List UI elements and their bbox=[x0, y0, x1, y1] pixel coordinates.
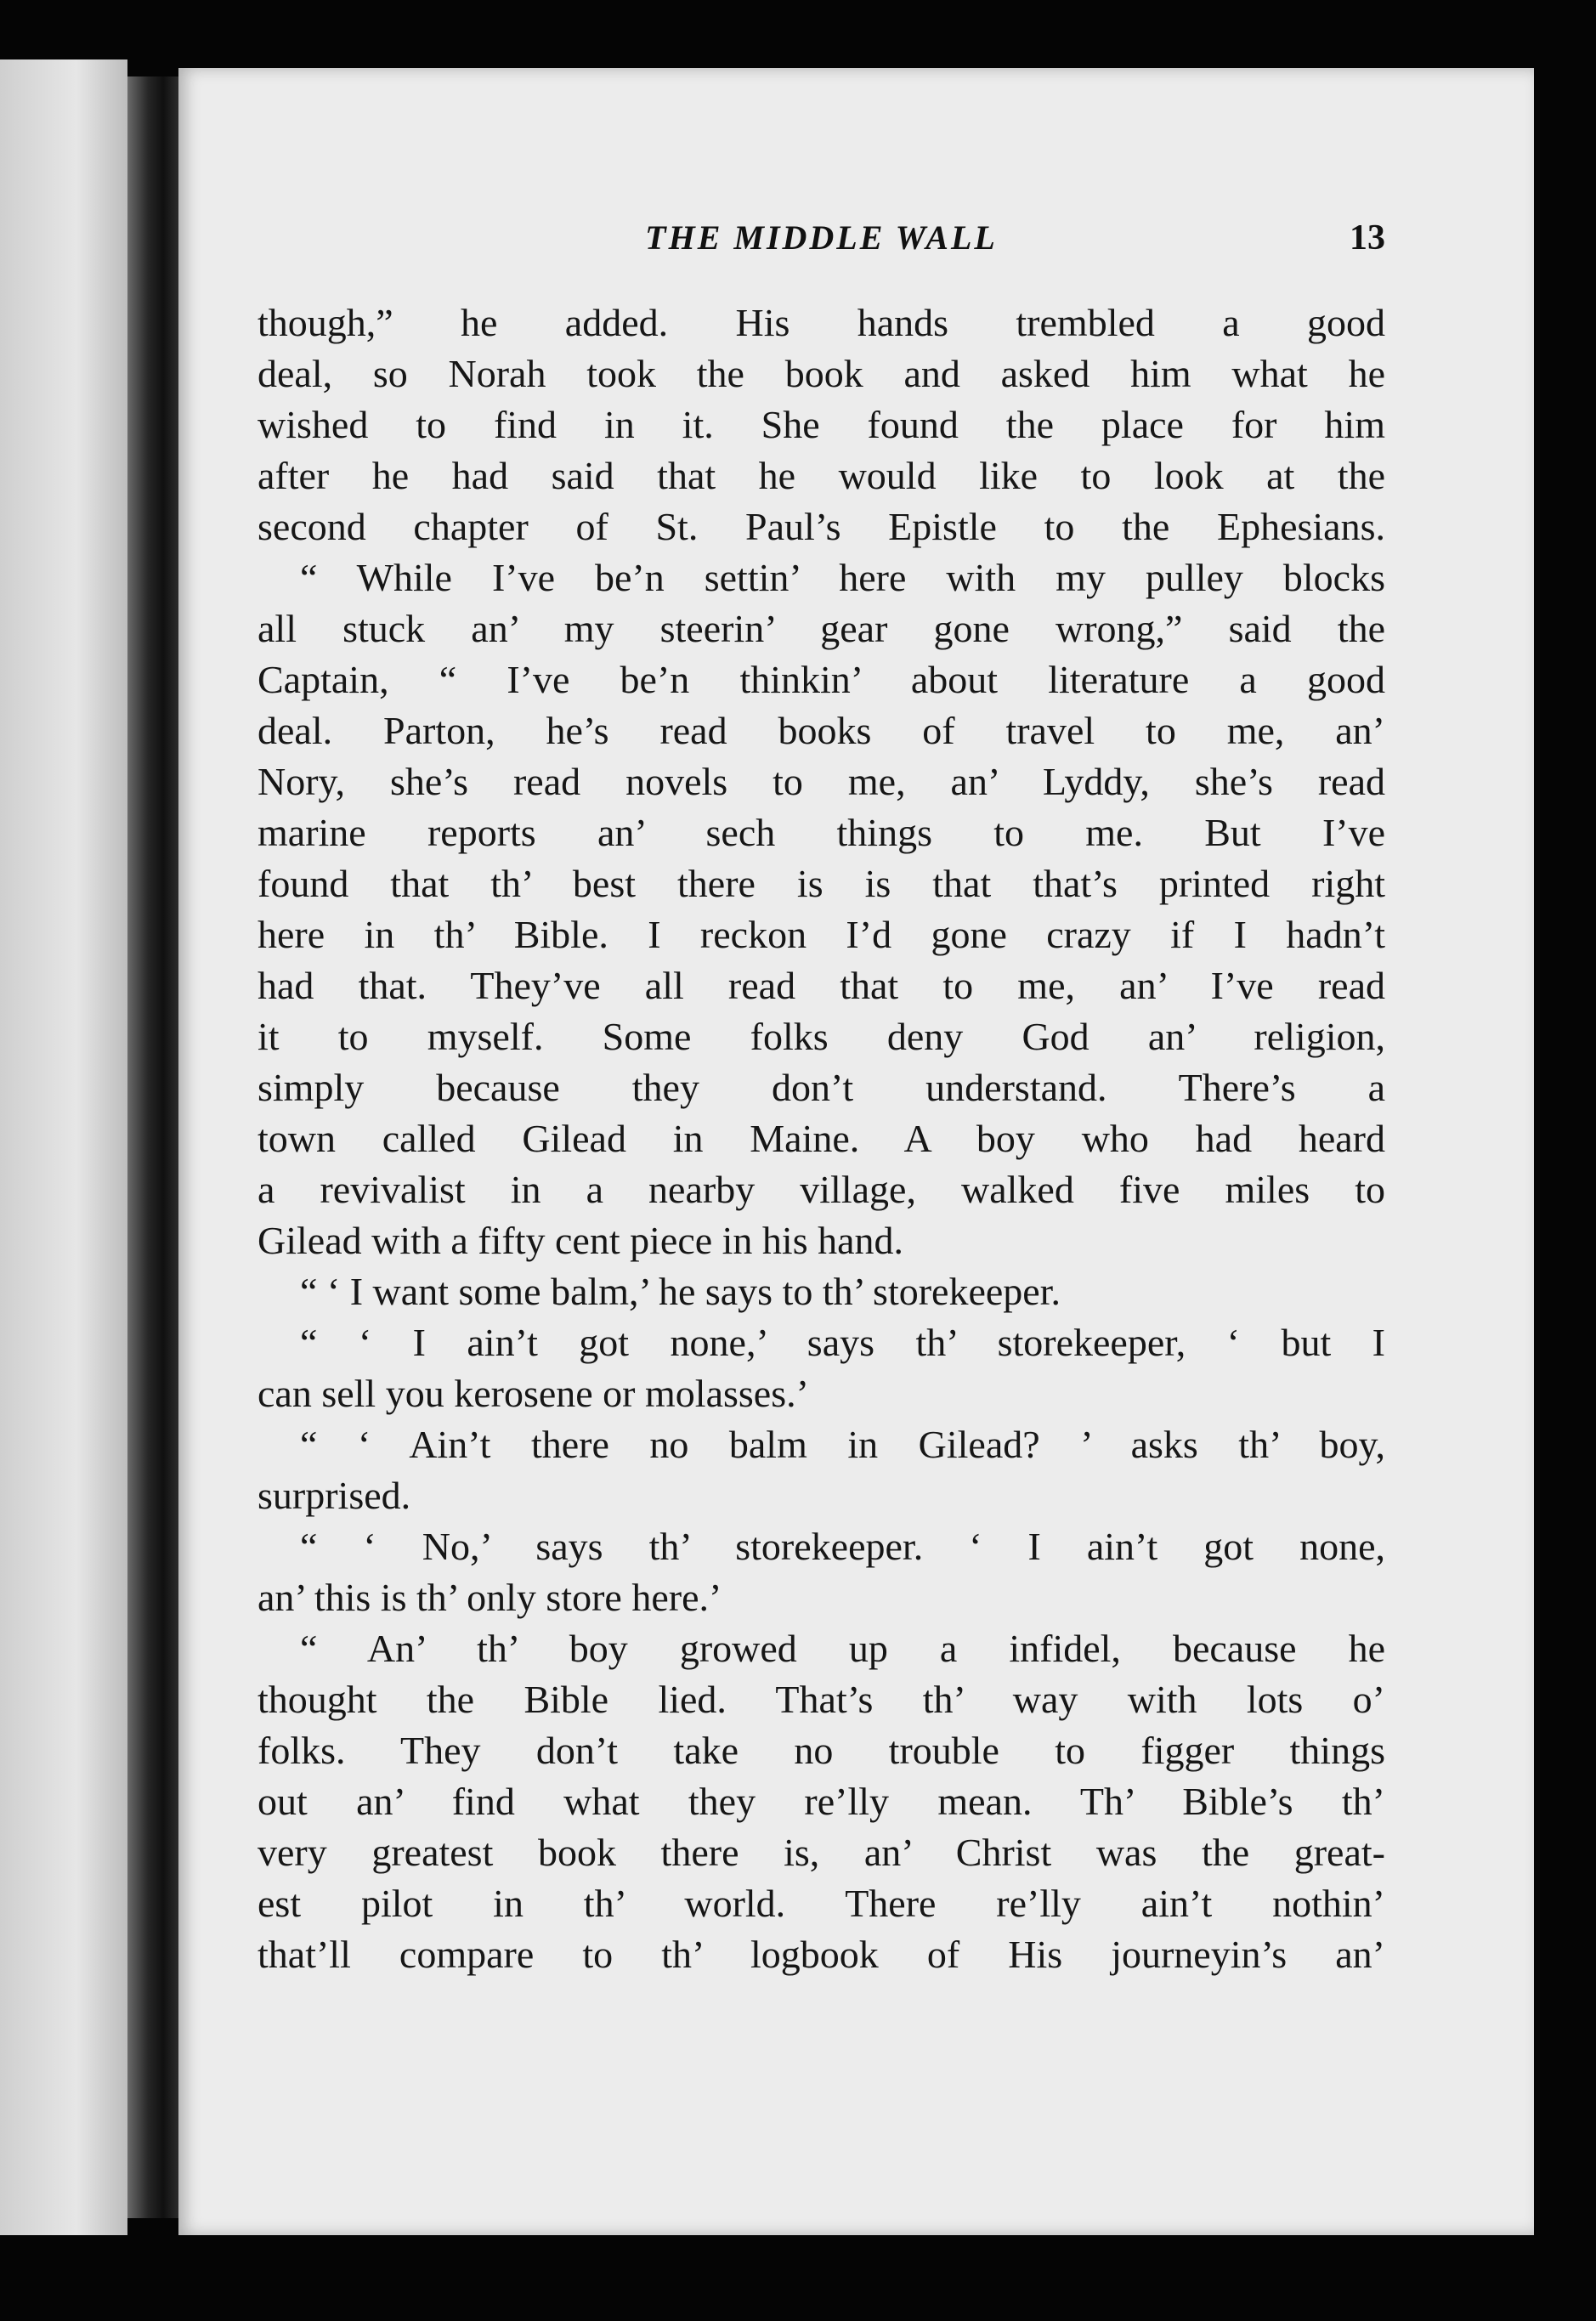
facing-page-edge bbox=[0, 59, 127, 2235]
text-line: an’ this is th’ only store here.’ bbox=[258, 1576, 722, 1619]
book-page bbox=[178, 68, 1534, 2235]
text-line: found that th’ best there is is that that’s printed right bbox=[258, 862, 1385, 905]
text-line: here in th’ Bible. I reckon I’d gone crazy if I hadn’t bbox=[258, 913, 1385, 956]
text-line: est pilot in th’ world. There re’lly ain’t nothin’ bbox=[258, 1882, 1385, 1925]
text-line: though,” he added. His hands trembled a good bbox=[258, 301, 1385, 344]
text-line: simply because they don’t understand. There’s a bbox=[258, 1066, 1385, 1109]
text-line: a revivalist in a nearby village, walked five miles to bbox=[258, 1168, 1385, 1211]
text-line: “ ‘ No,’ says th’ storekeeper. ‘ I ain’t got none, bbox=[300, 1525, 1385, 1568]
text-line: deal, so Norah took the book and asked him what he bbox=[258, 352, 1385, 395]
text-line: marine reports an’ sech things to me. But I’ve bbox=[258, 811, 1385, 854]
text-line: “ ‘ Ain’t there no balm in Gilead? ’ asks th’ boy, bbox=[300, 1423, 1385, 1466]
running-head bbox=[258, 218, 1385, 269]
text-line: surprised. bbox=[258, 1474, 411, 1517]
text-line: “ An’ th’ boy growed up a infidel, because he bbox=[300, 1627, 1385, 1670]
text-line: town called Gilead in Maine. A boy who had heard bbox=[258, 1117, 1385, 1160]
text-line: can sell you kerosene or molasses.’ bbox=[258, 1372, 809, 1415]
text-line: Nory, she’s read novels to me, an’ Lyddy, she’s read bbox=[258, 760, 1385, 803]
text-line: second chapter of St. Paul’s Epistle to the Ephesians. bbox=[258, 505, 1385, 548]
text-line: out an’ find what they re’lly mean. Th’ Bible’s th’ bbox=[258, 1780, 1385, 1823]
text-line: deal. Parton, he’s read books of travel to me, an’ bbox=[258, 709, 1385, 752]
running-head-title: THE MIDDLE WALL bbox=[645, 218, 998, 257]
text-line: wished to find in it. She found the place for him bbox=[258, 403, 1385, 446]
text-line: after he had said that he would like to look at the bbox=[258, 454, 1385, 497]
text-line: it to myself. Some folks deny God an’ religion, bbox=[258, 1015, 1385, 1058]
text-line: all stuck an’ my steerin’ gear gone wrong,” said the bbox=[258, 607, 1385, 650]
text-line: that’ll compare to th’ logbook of His journeyin’s an’ bbox=[258, 1933, 1385, 1976]
text-line: folks. They don’t take no trouble to figger things bbox=[258, 1729, 1385, 1772]
text-line: had that. They’ve all read that to me, an’ I’ve read bbox=[258, 964, 1385, 1007]
body-text bbox=[258, 297, 1385, 1980]
text-line: Captain, “ I’ve be’n thinkin’ about literature a good bbox=[258, 658, 1385, 701]
text-line: “ While I’ve be’n settin’ here with my pulley blocks bbox=[300, 556, 1385, 599]
show-through-smudge bbox=[238, 2023, 918, 2057]
text-line: very greatest book there is, an’ Christ was the great- bbox=[258, 1831, 1385, 1874]
text-line: Gilead with a fifty cent piece in his hand. bbox=[258, 1219, 904, 1262]
text-line: “ ‘ I ain’t got none,’ says th’ storekeeper, ‘ but I bbox=[300, 1321, 1385, 1364]
text-line: thought the Bible lied. That’s th’ way with lots o’ bbox=[258, 1678, 1385, 1721]
page-number: 13 bbox=[1350, 218, 1385, 258]
text-line: “ ‘ I want some balm,’ he says to th’ storekeeper. bbox=[300, 1270, 1061, 1313]
